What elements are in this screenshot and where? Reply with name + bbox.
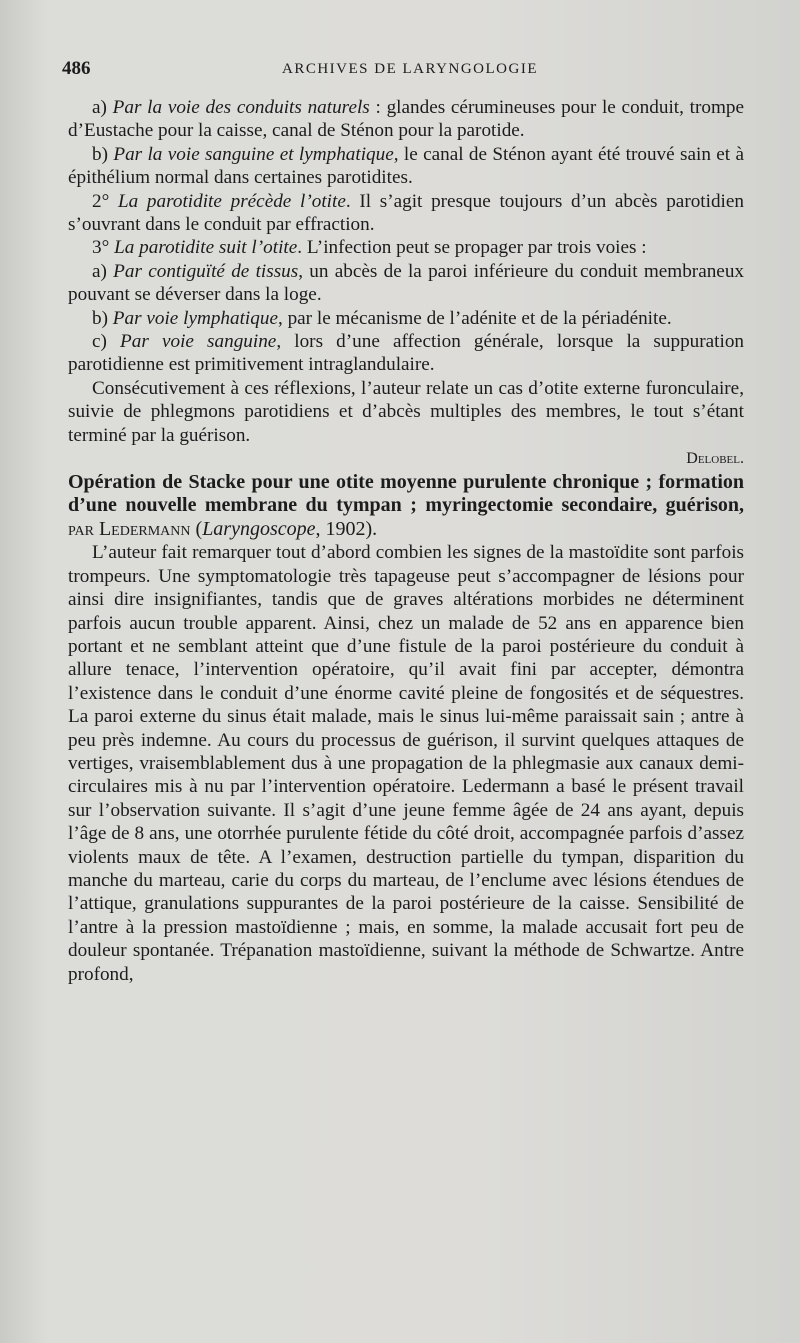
paragraph: Consécutivement à ces réflexions, l’auteur relate un cas d’otite externe furonculaire, suivie de phlegmons parotidiens et d’abcès multiples des membres, le tout s’étant terminé par la guérison. [68, 377, 744, 446]
article-abstract: L’auteur fait remarquer tout d’abord combien les signes de la mastoïdite sont parfois trompeurs. Une symptomatologie très tapageuse peut s’accompagner de lésions pour ainsi dire insignifiantes, tandis que de graves altérations morbides ne déterminent parfois aucun trouble apparent. Ainsi, chez un malade de 52 ans en apparence bien portant et ne semblant atteint que d’une fistule de la paroi postérieure du conduit à allure tenace, l’intervention opératoire, qu’il avait fini par accepter, démontra l’existence dans le conduit d’une énorme cavité pleine de fongosités et de séquestres. La paroi externe du sinus était malade, mais le sinus lui-même paraissait sain ; antre à peu près indemne. Au cours du processus de guérison, il survint quelques attaques de vertiges, vraisemblablement dus à une propagation de la phlegmasie aux canaux demi-circulaires mis à nu par l’intervention opératoire. Ledermann a basé le présent travail sur l’observation suivante. Il s’agit d’une jeune femme âgée de 24 ans ayant, depuis l’âge de 8 ans, une otorrhée purulente fétide du côté droit, accompagnée parfois d’assez violents maux de tête. A l’examen, destruction partielle du tympan, disparition du manche du marteau, carie du corps du marteau, de l’enclume avec lésions étendues de l’attique, granulations suppurantes de la paroi postérieure de la caisse. Sensibilité de l’antre à la pression mastoïdienne ; mais, en somme, la malade accusait fort peu de douleur spontanée. Trépanation mastoïdienne, suivant la méthode de Schwartze. Antre profond, [68, 542, 744, 985]
signature: Delobel. [686, 450, 744, 468]
running-title: ARCHIVES DE LARYNGOLOGIE [282, 61, 538, 77]
journal-name: Laryngoscope [202, 517, 316, 540]
paragraph: 2° La parotidite précède l’otite. Il s’agit presque toujours d’un abcès parotidien s’ouvrant dans le conduit par effraction. [68, 190, 744, 236]
paragraph: c) Par voie sanguine, lors d’une affection générale, lorsque la suppuration parotidienne est primitivement intraglandulaire. [68, 331, 745, 376]
article-title: Opération de Stacke pour une otite moyenne purulente chronique ; formation d’une nouvelle membrane du tympan ; myringectomie secondaire, guérison, par Ledermann (Laryngoscope, 1902). [68, 470, 744, 540]
paragraph: b) Par la voie sanguine et lymphatique, le canal de Sténon ayant été trouvé sain et à épithélium normal dans certaines parotidites. [68, 143, 744, 189]
paragraph: 3° La parotidite suit l’otite. L’infection peut se propager par trois voies : [92, 237, 647, 259]
paragraph: b) Par voie lymphatique, par le mécanisme de l’adénite et de la périadénite. [92, 307, 672, 329]
paragraph: a) Par la voie des conduits naturels : glandes cérumineuses pour le conduit, trompe d’Eustache pour la caisse, canal de Sténon pour la parotide. [68, 97, 744, 142]
page-body [68, 96, 744, 986]
paragraph: a) Par contiguïté de tissus, un abcès de la paroi inférieure du conduit membraneux pouvant se déverser dans la loge. [68, 260, 745, 306]
page-number: 486 [62, 58, 91, 79]
article-author: Ledermann [98, 517, 191, 540]
